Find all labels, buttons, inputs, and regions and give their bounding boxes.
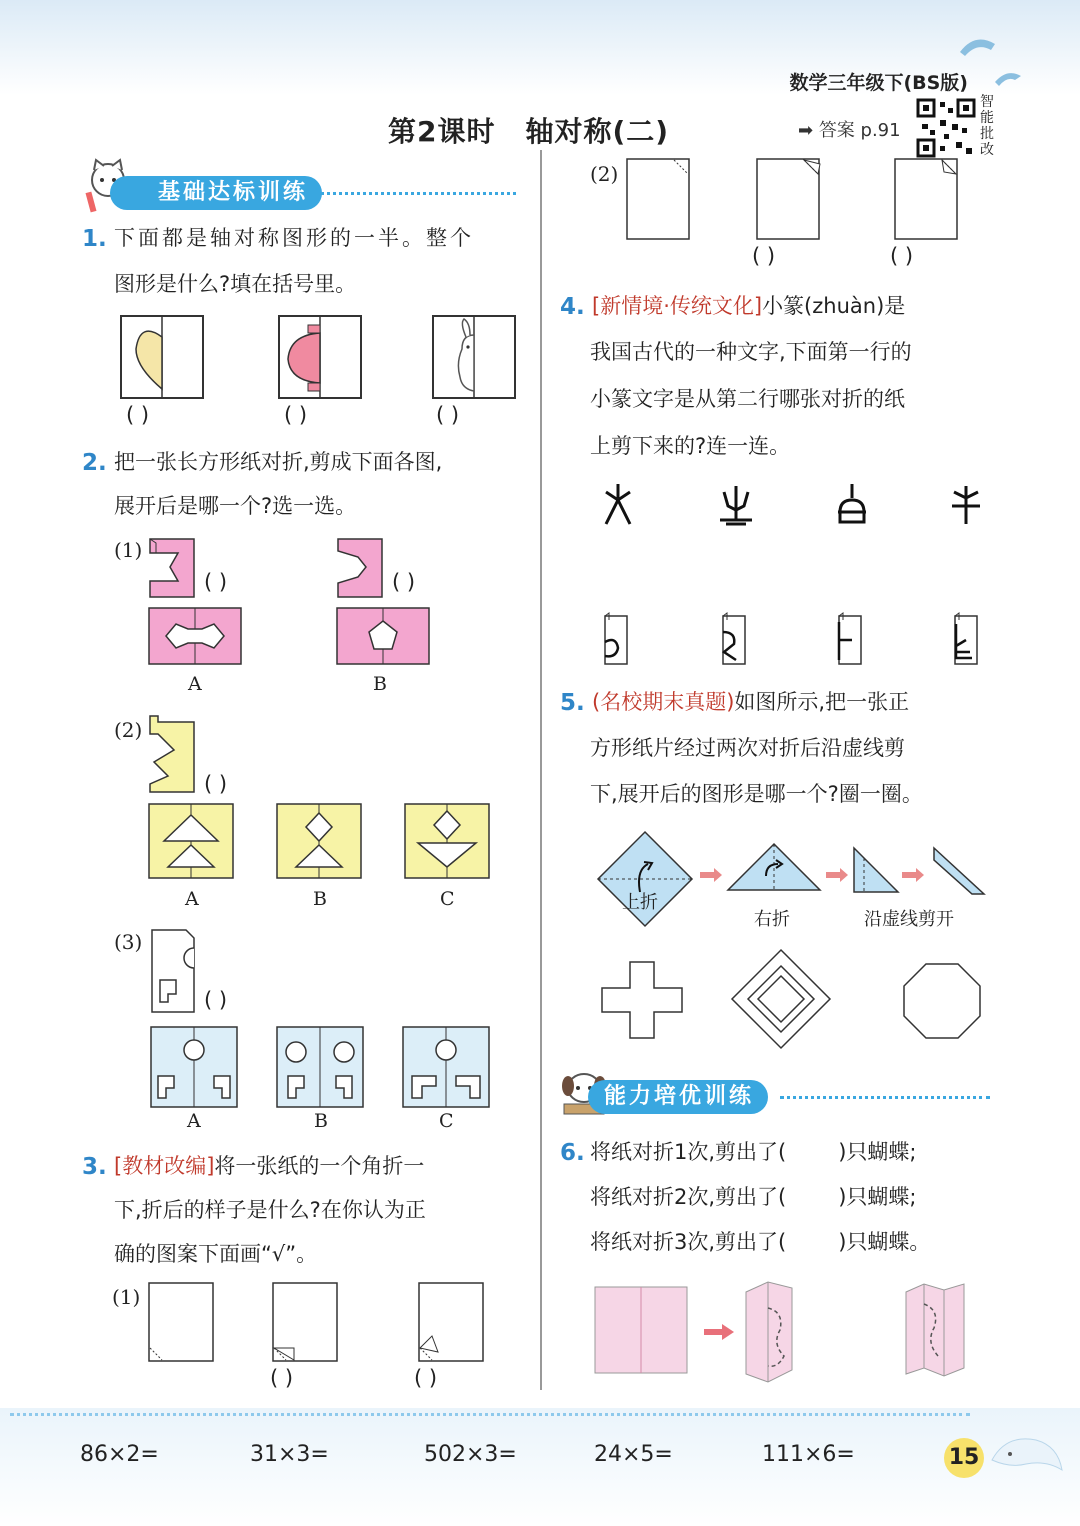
q3-line2: 下,折后的样子是什么?在你认为正 — [114, 1198, 426, 1222]
q5-fold-step-2 — [726, 842, 822, 894]
q4-line1: [新情境·传统文化]小篆(zhuàn)是 — [592, 294, 906, 318]
arrow-right-icon — [704, 1324, 734, 1340]
q6-number: 6. — [560, 1140, 585, 1166]
lesson-title: 第2课时 轴对称(二) — [388, 115, 670, 148]
arrow-right-icon — [902, 868, 924, 882]
q4-tag: [新情境·传统文化] — [592, 294, 763, 318]
q5-step1-label: 上折 — [622, 892, 658, 913]
section-header-basic: 基础达标训练 — [110, 176, 322, 210]
q3-2-blank-a[interactable]: ( ) — [752, 244, 776, 268]
q2-1-blank-b[interactable]: ( ) — [392, 570, 416, 594]
q3-2-option-b — [894, 158, 960, 240]
q2-3-option-b — [276, 1026, 364, 1108]
q4-folded-paper-4 — [954, 612, 980, 666]
q5-fold-step-4 — [932, 846, 986, 898]
q3-tag: [教材改编] — [114, 1154, 215, 1178]
q2-3-label-b: B — [314, 1110, 328, 1132]
q4-line3: 小篆文字是从第二行哪张对折的纸 — [590, 387, 905, 411]
q5-step2-label: 右折 — [754, 909, 790, 930]
q3-1-original — [148, 1282, 214, 1362]
section-dots — [310, 192, 516, 195]
q4-folded-paper-1 — [604, 612, 630, 666]
q5-number: 5. — [560, 690, 585, 716]
q3-1-option-a — [272, 1282, 338, 1362]
section-header-advanced: 能力培优训练 — [588, 1080, 768, 1114]
q3-2-original — [626, 158, 690, 240]
q5-option-diamond-frame[interactable] — [730, 948, 832, 1050]
footer-dots — [10, 1413, 970, 1416]
q2-part1-label: (1) — [114, 538, 143, 562]
q6-paper-flat — [594, 1286, 688, 1374]
q2-2-blank[interactable]: ( ) — [204, 772, 228, 796]
q2-2-label-c: C — [440, 888, 455, 910]
q1-number: 1. — [82, 226, 107, 252]
section-dots — [780, 1096, 990, 1099]
q3-1-blank-b[interactable]: ( ) — [414, 1366, 438, 1390]
q4-folded-paper-3 — [838, 612, 864, 666]
q5-line2: 方形纸片经过两次对折后沿虚线剪 — [590, 736, 905, 760]
q4-seal-char-1 — [600, 482, 636, 526]
dolphin-icon — [955, 32, 1025, 92]
q6-paper-folded-twice — [904, 1280, 966, 1380]
q1-rabbit-half — [432, 315, 516, 399]
q6-line2: 将纸对折2次,剪出了( )只蝴蝶; — [590, 1185, 917, 1209]
q5-fold-step-3 — [852, 846, 900, 896]
q1-answer-blank-2[interactable]: ( ) — [284, 403, 308, 427]
q2-1-blank-a[interactable]: ( ) — [204, 570, 228, 594]
q3-line1: [教材改编]将一张纸的一个角折一 — [114, 1154, 425, 1178]
oral-arith-2: 31×3= — [250, 1442, 329, 1467]
q2-line2: 展开后是哪一个?选一选。 — [114, 494, 357, 518]
q2-2-option-b — [276, 803, 362, 879]
dolphin-icon — [986, 1420, 1066, 1500]
q5-option-cross[interactable] — [600, 960, 684, 1040]
q2-1-label-a: A — [188, 673, 202, 695]
q2-1-folded-a — [148, 537, 196, 599]
q2-1-option-a — [148, 607, 242, 665]
q4-seal-char-2 — [716, 482, 756, 526]
q4-seal-char-4 — [948, 482, 984, 526]
q2-2-label-a: A — [185, 888, 199, 910]
q1-answer-blank-1[interactable]: ( ) — [126, 403, 150, 427]
q3-2-option-a — [756, 158, 822, 240]
q4-line2: 我国古代的一种文字,下面第一行的 — [590, 340, 912, 364]
q2-2-option-c — [404, 803, 490, 879]
q2-2-option-a — [148, 803, 234, 879]
q2-3-label-a: A — [187, 1110, 201, 1132]
q5-line3: 下,展开后的图形是哪一个?圈一圈。 — [590, 782, 923, 806]
q2-1-option-b — [336, 607, 430, 665]
q3-2-blank-b[interactable]: ( ) — [890, 244, 914, 268]
q1-line1: 下面都是轴对称图形的一半。整个 — [114, 226, 474, 250]
q6-line3: 将纸对折3次,剪出了( )只蝴蝶。 — [590, 1230, 931, 1254]
q2-number: 2. — [82, 450, 107, 476]
q2-1-label-b: B — [373, 673, 387, 695]
q1-answer-blank-3[interactable]: ( ) — [436, 403, 460, 427]
q2-1-folded-b — [336, 537, 384, 599]
q5-line1: (名校期末真题)如图所示,把一张正 — [592, 690, 910, 714]
q3-line3: 确的图案下面画“√”。 — [114, 1242, 318, 1266]
q2-3-label-c: C — [439, 1110, 454, 1132]
oral-arith-5: 111×6= — [762, 1442, 855, 1467]
q5-option-octagon[interactable] — [902, 962, 982, 1040]
arrow-right-icon — [700, 868, 722, 882]
q4-number: 4. — [560, 294, 585, 320]
q2-part3-label: (3) — [114, 930, 143, 954]
oral-arith-3: 502×3= — [424, 1442, 517, 1467]
q4-seal-char-3 — [834, 482, 870, 526]
answer-reference: ➡ 答案 p.91 — [798, 120, 901, 141]
page-number: 15 — [944, 1438, 984, 1478]
oral-arith-4: 24×5= — [594, 1442, 673, 1467]
q3-number: 3. — [82, 1154, 107, 1180]
q2-2-label-b: B — [313, 888, 327, 910]
q1-lantern-half — [278, 315, 362, 399]
q2-3-option-a — [150, 1026, 238, 1108]
q5-tag: (名校期末真题) — [592, 690, 735, 714]
q4-folded-paper-2 — [722, 612, 748, 666]
q2-3-folded — [150, 928, 196, 1014]
q2-line1: 把一张长方形纸对折,剪成下面各图, — [114, 450, 443, 474]
q2-3-option-c — [402, 1026, 490, 1108]
q4-line4: 上剪下来的?连一连。 — [590, 434, 791, 458]
q1-line2: 图形是什么?填在括号里。 — [114, 272, 357, 296]
q3-part2-label: (2) — [590, 162, 619, 186]
q3-1-blank-a[interactable]: ( ) — [270, 1366, 294, 1390]
oral-arith-1: 86×2= — [80, 1442, 159, 1467]
q1-heart-half — [120, 315, 204, 399]
q6-paper-folded-once — [744, 1278, 794, 1384]
footer-background — [0, 1408, 1080, 1526]
q5-step3-label: 沿虚线剪开 — [864, 909, 954, 930]
book-title: 数学三年级下(BS版) — [789, 72, 968, 94]
q6-line1: 将纸对折1次,剪出了( )只蝴蝶; — [590, 1140, 917, 1164]
q2-3-blank[interactable]: ( ) — [204, 988, 228, 1012]
qr-label: 智能批改 — [980, 94, 994, 158]
q2-2-folded — [148, 714, 196, 794]
q2-part2-label: (2) — [114, 718, 143, 742]
column-divider — [540, 150, 542, 1390]
arrow-right-icon — [826, 868, 848, 882]
q3-part1-label: (1) — [112, 1285, 141, 1309]
q3-1-option-b — [418, 1282, 484, 1362]
qr-code-icon[interactable] — [916, 98, 976, 158]
